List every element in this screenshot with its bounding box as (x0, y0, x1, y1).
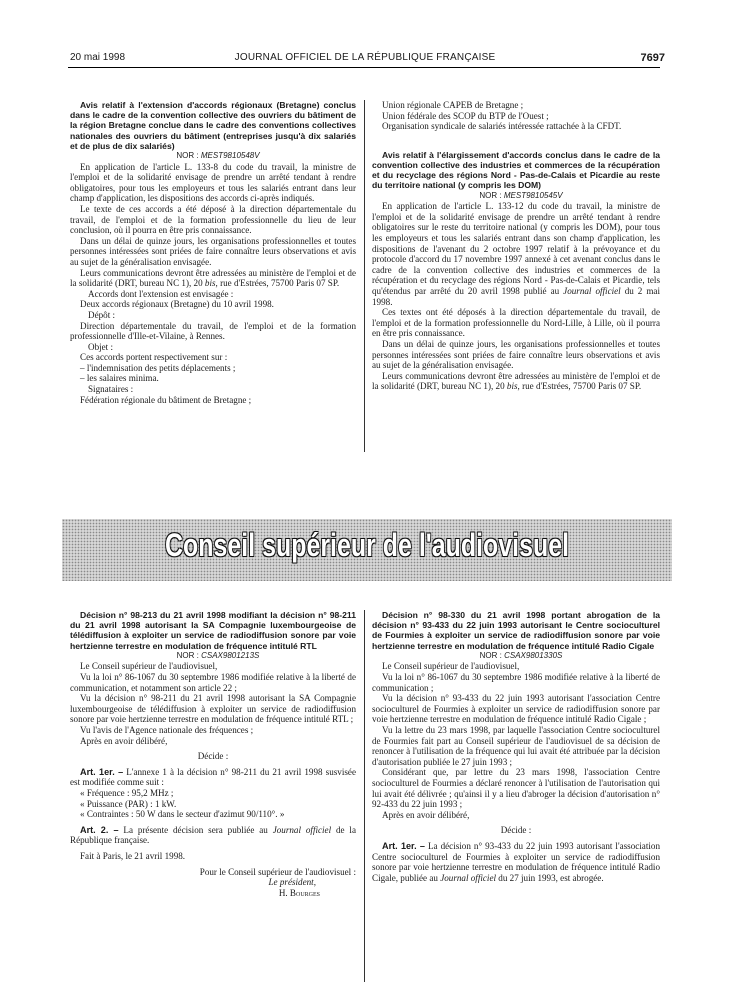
signataire: Fédération régionale du bâtiment de Bretagne ; (80, 394, 252, 405)
visa: Vu la décision n° 93-433 du 22 juin 1993 autorisant l'association Centre socioculturel de Fourmies à exploiter un service de radiodiffusion sonore par voie hertzienne terrestre en modulation de fréquence intitulé Radio Cigale ; (372, 693, 660, 725)
page-header (70, 52, 665, 68)
column-divider (364, 610, 365, 982)
decision-title: Décision n° 98-213 du 21 avril 1998 modifiant la décision n° 98-211 du 21 avril 1998 autorisant la SA Compagnie luxembourgeoise de télédiffusion à exploiter un service de radiodiffusion sonore par voie hertzienne terrestre en modulation de fréquence intitulé RTL (70, 610, 356, 651)
extension-value: Deux accords régionaux (Bretagne) du 10 avril 1998. (80, 299, 274, 310)
paragraph: Dans un délai de quinze jours, les organisations professionnelles et toutes personnes intéressées sont priées de faire connaître leurs observations et avis au sujet de la généralisation envisagée. (70, 235, 356, 267)
nor-reference: NOR : CSAX9801213S (176, 650, 260, 660)
objet-label: Objet : (88, 341, 114, 352)
signature-role: Le président, (268, 877, 316, 888)
objet-item: – les salaires minima. (80, 373, 159, 384)
notice-title: Avis relatif à l'extension d'accords régionaux (Bretagne) conclus dans le cadre de la convention collective des ouvriers du bâtiment de la région Bretagne conclue dans le cadre des conventions collectives nationales des ouvriers du bâtiment (entreprises jusqu'à dix salariés et de plus de dix salariés) (70, 100, 356, 151)
paragraph: Leurs communications devront être adressées au ministère de l'emploi et de la solidarité (DRT, bureau NC 1), 20 bis, rue d'Estrées, 75700 Paris 07 SP. (372, 370, 660, 392)
deliberation: Après en avoir délibéré, (80, 735, 168, 746)
objet-item: – l'indemnisation des petits déplacements ; (80, 362, 236, 373)
decide-label: Décide : (500, 825, 532, 836)
column-divider (364, 100, 365, 452)
intro: Le Conseil supérieur de l'audiovisuel, (382, 661, 520, 672)
notice-elargissement-recyclage (372, 100, 660, 392)
paragraph: En application de l'article L. 133-12 du code du travail, la ministre de l'emploi et de la solidarité envisage de prendre un arrêté tendant à rendre obligatoires sur le reste du territoire national (y compris les DOM), pour tous les employeurs et tous les salariés entrant dans son champ d'application, les dispositions de l'avenant du 2 octobre 1997 relatif à la prévoyance et du protocole d'accord du 17 novembre 1997 annexé à cet avenant conclus dans le cadre de la convention collective des industries et commerces de la récupération et du recyclage des régions Nord - Pas-de-Calais et Picardie, tels qu'étendus par arrêté du 20 avril 1998 publié au Journal officiel du 2 mai 1998. (372, 201, 660, 307)
signatory-name: H. Bourges (278, 887, 320, 898)
nor-reference: NOR : MEST9810548V (176, 151, 260, 161)
signataires-label: Signataires : (88, 384, 134, 395)
objet-intro: Ces accords portent respectivement sur : (80, 352, 228, 363)
signature-date: Fait à Paris, le 21 avril 1998. (80, 850, 186, 861)
signataire: Organisation syndicale de salariés intéressée rattachée à la CFDT. (382, 121, 622, 132)
signataire: Union fédérale des SCOP du BTP de l'Ouest ; (382, 110, 549, 121)
visa: Vu l'avis de l'Agence nationale des fréquences ; (80, 724, 254, 735)
article-2: Art. 2. – La présente décision sera publiée au Journal officiel de la République française. (70, 824, 356, 846)
frequency-line: « Fréquence : 95,2 MHz ; (80, 787, 174, 798)
visa: Vu la loi n° 86-1067 du 30 septembre 1986 modifiée relative à la liberté de communication, et notamment son article 22 ; (70, 672, 356, 693)
extension-label: Accords dont l'extension est envisagée : (88, 288, 234, 299)
paragraph: En application de l'article L. 133-8 du code du travail, la ministre de l'emploi et de la solidarité envisage de prendre un arrêté tendant à rendre obligatoires, pour tous les employeurs et tous les salariés entrant dans leur champ d'application, les dispositions des accords ci-après indiqués. (70, 161, 356, 204)
decision-98-213 (70, 610, 356, 898)
article-1: Art. 1er. – La décision n° 93-433 du 22 juin 1993 autorisant l'association Centre socioculturel de Fourmies à exploiter un service de radiodiffusion sonore par voie hertzienne terrestre en modulation de fréquence intitulé Radio Cigale, publiée au Journal officiel du 27 juin 1993, est abrogée. (372, 840, 660, 883)
depot-value: Direction départementale du travail, de l'emploi et de la formation professionnelle d'Ille-et-Vilaine, à Rennes. (70, 320, 356, 342)
header-journal-title: JOURNAL OFFICIEL DE LA RÉPUBLIQUE FRANÇAISE (234, 52, 496, 63)
paragraph: Dans un délai de quinze jours, les organisations professionnelles et toutes personnes intéressées sont priées de faire connaître leurs observations et avis au sujet de la généralisation envisagée. (372, 338, 660, 371)
header-date: 20 mai 1998 (70, 52, 126, 63)
considerant: Considérant que, par lettre du 23 mars 1998, l'association Centre socioculturel de Fourmies a déclaré renoncer à l'utilisation de l'autorisation qui lui avait été délivrée ; qu'ainsi il y a lieu d'abroger la décision d'autorisation n° 92-433 du 22 juin 1993 ; (372, 767, 660, 810)
intro: Le Conseil supérieur de l'audiovisuel, (80, 661, 218, 672)
section-title: Conseil supérieur de l'audiovisuel (164, 527, 570, 563)
constraints-line: « Contraintes : 50 W dans le secteur d'azimut 90/110°. » (80, 809, 285, 820)
paragraph: Ces textes ont été déposés à la direction départementale du travail, de l'emploi et de la formation professionnelle du Nord-Lille, à Lille, où il pourra en être pris connaissance. (372, 307, 660, 339)
notice-title: Avis relatif à l'élargissement d'accords conclus dans le cadre de la convention collective des industries et commerces de la récupération et du recyclage des régions Nord - Pas-de-Calais et Picardie au reste du territoire national (y compris les DOM) (372, 149, 660, 191)
section-banner (62, 519, 672, 581)
header-page-number: 7697 (640, 52, 665, 64)
notice-extension-bretagne (70, 100, 356, 405)
decide-label: Décide : (197, 751, 229, 762)
signature-authority: Pour le Conseil supérieur de l'audiovisuel : (199, 866, 356, 877)
visa: Vu la loi n° 86-1067 du 30 septembre 1986 modifiée relative à la liberté de communication ; (372, 672, 660, 693)
depot-label: Dépôt : (88, 309, 116, 320)
visa: Vu la décision n° 98-211 du 21 avril 1998 autorisant la SA Compagnie luxembourgeoise de télédiffusion à exploiter un service de radiodiffusion sonore par voie hertzienne terrestre en modulation de fréquence intitulé RTL ; (70, 693, 356, 725)
decision-title: Décision n° 98-330 du 21 avril 1998 portant abrogation de la décision n° 93-433 du 22 juin 1993 autorisant le Centre socioculturel de Fourmies à exploiter un service de radiodiffusion sonore par voie hertzienne terrestre en modulation de fréquence intitulé Radio Cigale (372, 610, 660, 651)
decision-98-330 (372, 610, 660, 883)
nor-reference: NOR : CSAX9801330S (479, 650, 563, 660)
paragraph: Leurs communications devront être adressées au ministère de l'emploi et de la solidarité (DRT, bureau NC 1), 20 bis, rue d'Estrées, 75700 Paris 07 SP. (70, 267, 356, 289)
nor-reference: NOR : MEST9810545V (479, 190, 563, 200)
power-line: « Puissance (PAR) : 1 kW. (80, 798, 177, 809)
deliberation: Après en avoir délibéré, (382, 809, 470, 820)
header-rule (68, 67, 660, 68)
paragraph: Le texte de ces accords a été déposé à la direction départementale du travail, de l'emploi et de la formation professionnelle du lieu de leur conclusion, où il pourra en être pris connaissance. (70, 203, 356, 236)
visa: Vu la lettre du 23 mars 1998, par laquelle l'association Centre socioculturel de Fourmies fait part au Conseil supérieur de l'audiovisuel de sa décision de renoncer à l'utilisation de la fréquence qui lui avait été attribuée par la décision d'autorisation publiée le 27 juin 1993 ; (372, 724, 660, 767)
article-1: Art. 1er. – L'annexe 1 à la décision n° 98-211 du 21 avril 1998 susvisée est modifiée comme suit : (70, 766, 356, 788)
signataire: Union régionale CAPEB de Bretagne ; (382, 100, 524, 110)
